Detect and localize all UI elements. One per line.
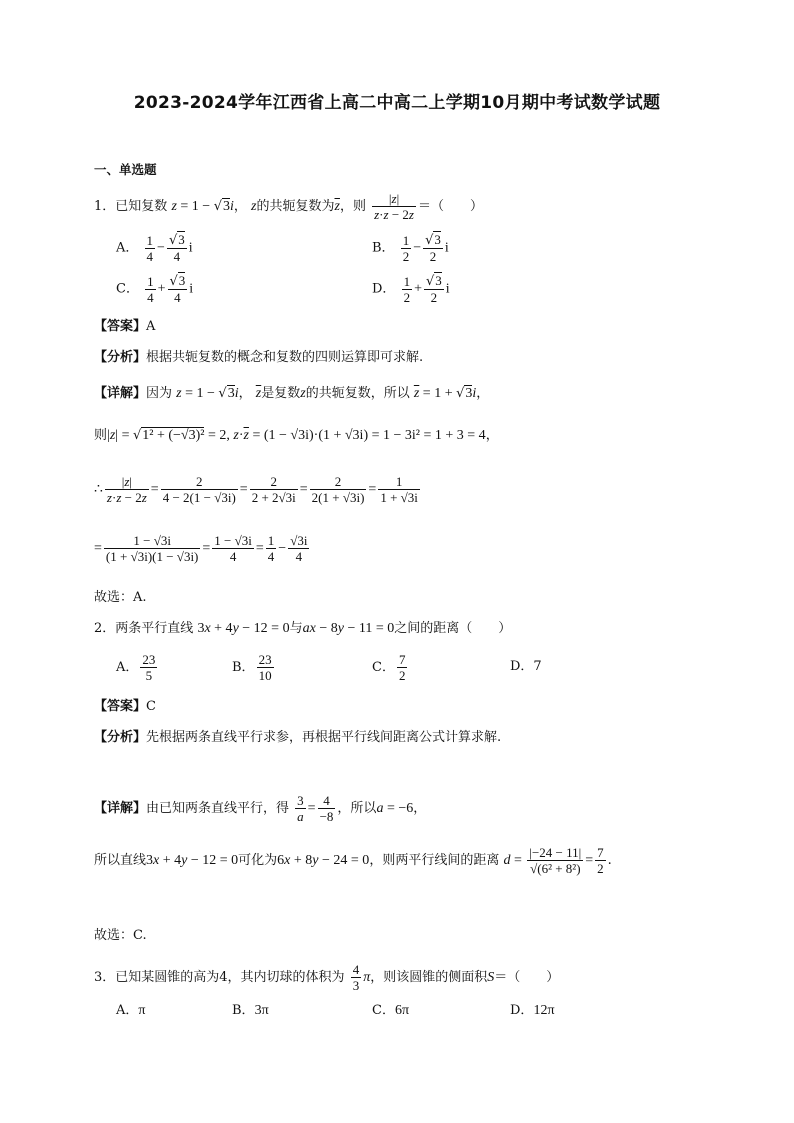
q2-analysis: 【分析】先根据两条直线平行求参，再根据平行线间距离公式计算求解.	[94, 730, 502, 745]
q1-option-a: A． $\frac{1}{4}$ − $\frac{√3}{4}$ i	[116, 232, 193, 264]
q3-option-c: C．6π	[372, 1003, 410, 1018]
q3-stem: 3．已知某圆锥的高为4，其内切球的体积为 $\frac{4}{3}$ π，则该圆锥的侧面积S＝（ ）	[94, 962, 560, 993]
q1-stem: 1．已知复数 z = 1 − √3i， z的共轭复数为$\overline{z}$，则 $\frac{|z|}{z\cdot\overline{z} - 2z}$ ＝（ ）	[94, 191, 483, 222]
q2-detail: 【详解】由已知两条直线平行，得 $\frac{3}{a}$ = $\frac{4}{-8}$ ，所以a = −6，	[94, 793, 427, 824]
q1-option-c: C． $\frac{1}{4}$ + $\frac{√3}{4}$ i	[116, 273, 194, 305]
q1-option-d: D． $\frac{1}{2}$ + $\frac{√3}{2}$ i	[372, 273, 450, 305]
q1-detail-line-2: 则|z| = √1² + (−√3)² = 2, $z\cdot\overline{z} = (1 - √3i)\cdot(1 + √3i) = 1 - 3i^2 = 1 + 3 = 4$，	[94, 428, 499, 443]
q1-detail-line-3: ∴ $\frac{|z|}{z\cdot\overline{z} - 2z}$ = $\frac{2}{4 - 2(1 - √3i)}$ = $\frac{2}{2 + 2√3i}$ = $\frac{2}{2(1 + √3i)}$ = $\frac{1}{1 + √3i}$	[94, 474, 418, 505]
q1-analysis: 【分析】根据共轭复数的概念和复数的四则运算即可求解.	[94, 350, 424, 365]
q2-option-d: D．7	[510, 659, 542, 674]
q1-option-b: B． $\frac{1}{2}$ − $\frac{√3}{2}$ i	[372, 232, 449, 264]
q2-option-a: A． $\frac{23}{5}$	[116, 652, 156, 683]
q1-conclusion: 故选：A.	[94, 590, 147, 605]
document-title: 2023-2024学年江西省上高二中高二上学期10月期中考试数学试题	[133, 93, 661, 113]
q2-conclusion: 故选：C.	[94, 928, 147, 943]
q2-answer: 【答案】C	[94, 699, 156, 714]
q2-option-c: C． $\frac{7}{2}$	[372, 652, 406, 683]
q1-detail-line-4: = $\frac{1 - √3i}{(1 + √3i)(1 - √3i)}$ = $\frac{1 - √3i}{4}$ = $\frac{1}{4}$ − $\frac{√3i}{4}$	[94, 533, 308, 564]
q3-option-d: D．12π	[510, 1003, 555, 1018]
q3-option-b: B．3π	[232, 1003, 269, 1018]
q2-detail-line-2: 所以直线3x + 4y − 12 = 0可化为6x + 8y − 24 = 0，则两平行线间的距离 d = $\frac{|-24 - 11|}{\text{√(6² + 8²)}}$ = $\frac{7}{2}$ .	[94, 845, 612, 876]
q2-option-b: B． $\frac{23}{10}$	[232, 652, 272, 683]
section-heading: 一、单选题	[94, 162, 157, 177]
q1-detail: 【详解】因为 z = 1 − √3i， $\overline{z}$是复数z的共轭复数，所以 $\overline{z} = 1 + √3i$，	[94, 386, 490, 401]
q1-answer: 【答案】A	[94, 319, 156, 334]
q3-option-a: A．π	[116, 1003, 146, 1018]
q2-stem: 2．两条平行直线 3x + 4y − 12 = 0与ax − 8y − 11 = 0之间的距离（ ）	[94, 621, 512, 636]
